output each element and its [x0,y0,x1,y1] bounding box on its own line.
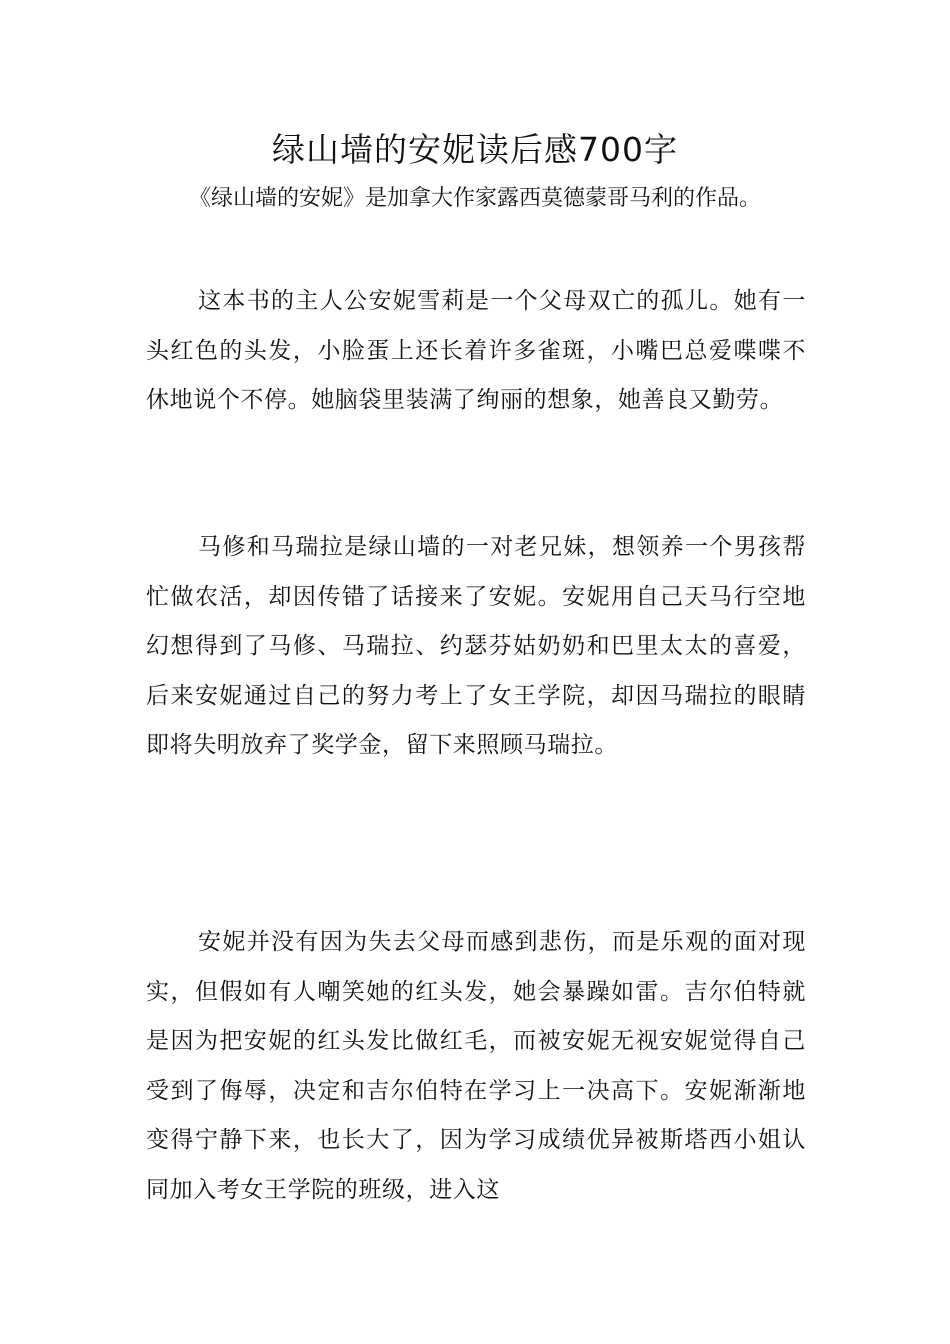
paragraph-3: 安妮并没有因为失去父母而感到悲伤，而是乐观的面对现实，但假如有人嘲笑她的红头发，她会暴躁如雷。吉尔伯特就是因为把安妮的红头发比做红毛，而被安妮无视安妮觉得自己受到了侮辱，决定和吉尔伯特在学习上一决高下。安妮渐渐地变得宁静下来，也长大了，因为学习成绩优异被斯塔西小姐认同加入考女王学院的班级，进入这 [146,929,806,1203]
document-subtitle: 《绿山墙的安妮》是加拿大作家露西莫德蒙哥马利的作品。 [188,186,761,211]
document-title: 绿山墙的安妮读后感700字 [272,130,678,169]
paragraph-1: 这本书的主人公安妮雪莉是一个父母双亡的孤儿。她有一头红色的头发，小脸蛋上还长着许多雀斑，小嘴巴总爱喋喋不休地说个不停。她脑袋里装满了绚丽的想象，她善良又勤劳。 [146,288,806,413]
paragraph-2: 马修和马瑞拉是绿山墙的一对老兄妹，想领养一个男孩帮忙做农活，却因传错了话接来了安妮。安妮用自己天马行空地幻想得到了马修、马瑞拉、约瑟芬姑奶奶和巴里太太的喜爱，后来安妮通过自己的努力考上了女王学院，却因马瑞拉的眼睛即将失明放弃了奖学金，留下来照顾马瑞拉。 [146,534,806,758]
